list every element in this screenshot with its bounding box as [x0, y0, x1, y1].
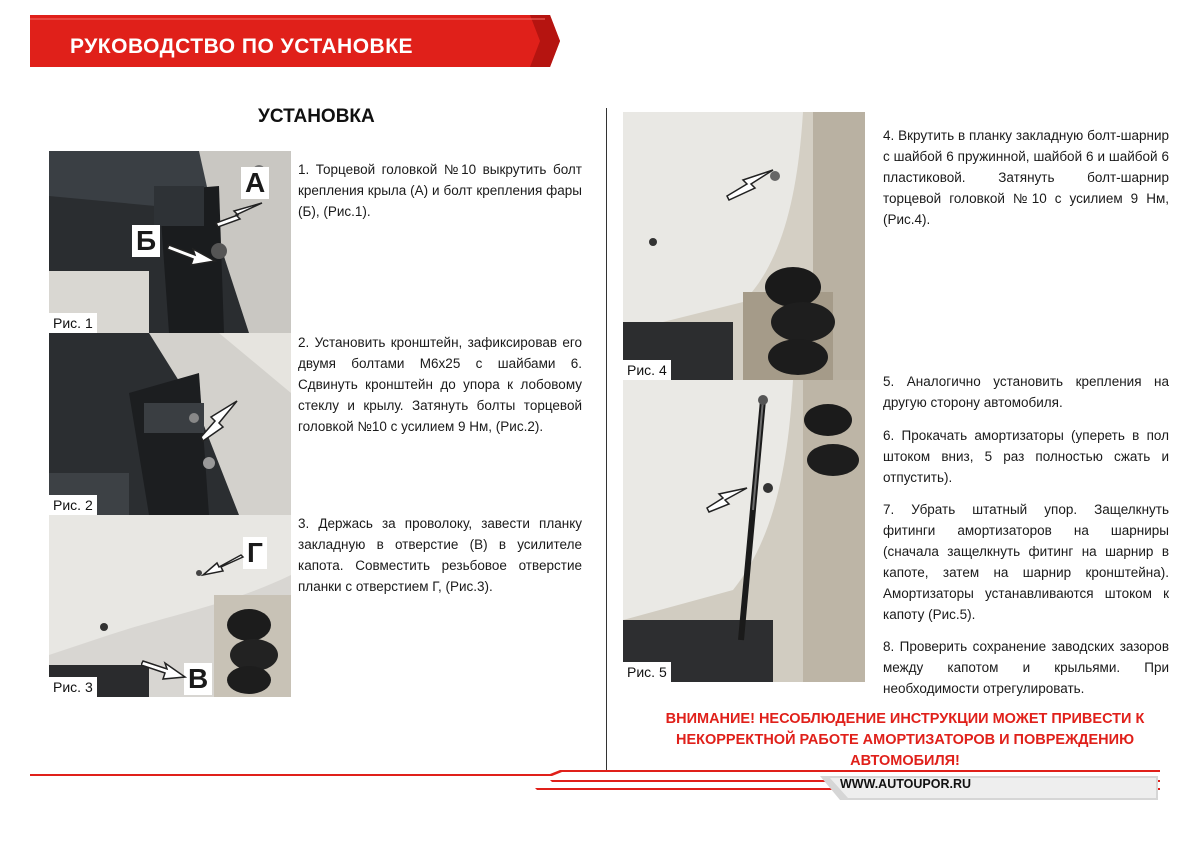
figure-1-label-a: А [241, 167, 269, 199]
arrow-icon [201, 553, 245, 577]
step-8-text: 8. Проверить сохранение заводских зазоров между капотом и крыльями. При необходимости отрегулировать. [883, 639, 1169, 696]
header-title: РУКОВОДСТВО ПО УСТАНОВКЕ [70, 35, 414, 58]
arrow-icon [141, 657, 187, 683]
step-6-text: 6. Прокачать амортизаторы (упереть в пол штоком вниз, 5 раз полностью сжать и отпустить). [883, 428, 1169, 485]
step-7-text: 7. Убрать штатный упор. Защелкнуть фитинги амортизаторов на шарниры (сначала защелкнуть фитинг на шарнир в капоте, затем на шарнир кронштейна). Амортизаторы устанавливаются штоком к капоту (Рис.5). [883, 502, 1169, 622]
figure-4-photo [623, 112, 865, 380]
figure-3-label-v: В [184, 663, 212, 695]
figure-5-photo [623, 380, 865, 682]
arrow-icon [705, 484, 749, 514]
figure-5-caption: Рис. 5 [623, 662, 671, 682]
footer-url: WWW.AUTOUPOR.RU [840, 777, 972, 791]
footer-banner [30, 770, 1170, 810]
step-3-text: 3. Держась за проволоку, завести планку закладную в отверстие (В) в усилителе капота. Совместить резьбовое отверстие планки с отверстием Г, (Рис.3). [298, 516, 582, 594]
column-divider [606, 108, 607, 770]
figure-1-photo [49, 151, 291, 333]
figure-2-caption: Рис. 2 [49, 495, 97, 515]
arrow-icon [199, 399, 239, 444]
step-1-text: 1. Торцевой головкой №10 выкрутить болт крепления крыла (А) и болт крепления фары (Б), (Рис.1). [298, 162, 582, 219]
figure-3-photo [49, 515, 291, 697]
warning-text: ВНИМАНИЕ! НЕСОБЛЮДЕНИЕ ИНСТРУКЦИИ МОЖЕТ ПРИВЕСТИ К НЕКОРРЕКТНОЙ РАБОТЕ АМОРТИЗАТОРОВ И ПОВРЕЖДЕНИЮ АВТОМОБИЛЯ! [665, 711, 1145, 769]
figure-1-caption: Рис. 1 [49, 313, 97, 333]
figure-1-label-b: Б [132, 225, 160, 257]
figure-3-caption: Рис. 3 [49, 677, 97, 697]
figure-3-label-g: Г [243, 537, 267, 569]
arrow-icon [725, 166, 775, 202]
section-title: УСТАНОВКА [258, 106, 375, 127]
figure-2-photo [49, 333, 291, 515]
step-5-text: 5. Аналогично установить крепления на другую сторону автомобиля. [883, 374, 1169, 410]
step-4-text: 4. Вкрутить в планку закладную болт-шарнир с шайбой 6 пружинной, шайбой 6 и шайбой 6 пластиковой. Затянуть болт-шарнир торцевой головкой №10 с усилием 9 Нм, (Рис.4). [883, 128, 1169, 227]
arrow-icon [214, 199, 264, 229]
figure-4-caption: Рис. 4 [623, 360, 671, 380]
step-2-text: 2. Установить кронштейн, зафиксировав его двумя болтами М6х25 с шайбами 6. Сдвинуть кронштейн до упора к лобовому стеклу и крылу. Затянуть болты торцевой головкой №10 с усилием 9 Нм, (Рис.2). [298, 335, 582, 434]
arrow-icon [167, 241, 217, 269]
